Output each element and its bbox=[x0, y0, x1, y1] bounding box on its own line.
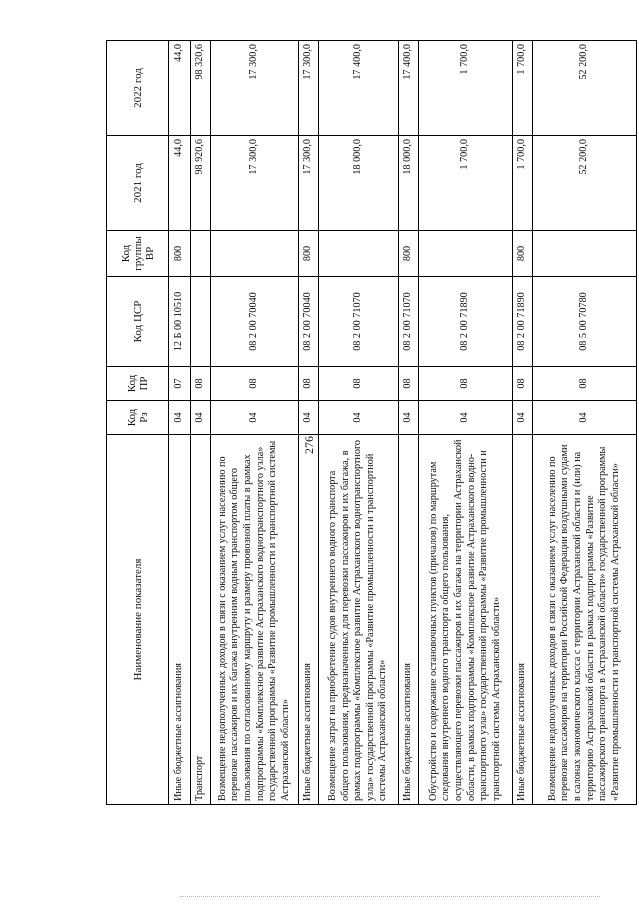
header-2021: 2021 год bbox=[107, 136, 169, 231]
cell-csr: 08 2 00 71890 bbox=[419, 277, 513, 367]
cell-rz: 04 bbox=[191, 401, 211, 435]
table-row bbox=[399, 41, 419, 805]
cell-name: Возмещение затрат на приобретение судов внутреннего водного транспорта общего пользования, предназначенных для перевозки пассажиров и их багажа, в рамках подпрограммы «Комплексное развитие Астраханского воднотранспортного узла» государственной программы «Развитие промышленности и транспортной системы Астраханской области» bbox=[319, 435, 399, 805]
cell-2022: 17 400,0 bbox=[319, 41, 399, 136]
cell-2021: 18 000,0 bbox=[399, 136, 419, 231]
cell-pr: 08 bbox=[191, 367, 211, 401]
table-row bbox=[169, 41, 191, 805]
cell-rz: 04 bbox=[211, 401, 299, 435]
cell-2022: 98 320,6 bbox=[191, 41, 211, 136]
cell-pr: 08 bbox=[513, 367, 533, 401]
rotated-table-container bbox=[106, 41, 621, 805]
scan-artifact-line bbox=[180, 896, 600, 898]
cell-2022: 17 300,0 bbox=[299, 41, 319, 136]
cell-vr bbox=[319, 231, 399, 277]
cell-name: Возмещение недополученных доходов в связи с оказанием услуг населению по перевозке пассажиров и их багажа внутренним водным транспортом общего пользования по согласованному маршруту и размеру провозной платы в рамках подпрограммы «Комплексное развитие Астраханского воднотранспортного узла» государственной программы «Развитие промышленности и транспортной системы Астраханской области» bbox=[211, 435, 299, 805]
cell-vr: 800 bbox=[399, 231, 419, 277]
cell-rz: 04 bbox=[533, 401, 637, 435]
cell-2021: 1 700,0 bbox=[513, 136, 533, 231]
cell-name: Иные бюджетные ассигнования bbox=[399, 435, 419, 805]
cell-csr: 08 5 00 70780 bbox=[533, 277, 637, 367]
cell-vr: 800 bbox=[513, 231, 533, 277]
table-row bbox=[419, 41, 513, 805]
cell-csr: 08 2 00 70040 bbox=[211, 277, 299, 367]
cell-pr: 08 bbox=[533, 367, 637, 401]
cell-2022: 1 700,0 bbox=[419, 41, 513, 136]
cell-name: Иные бюджетные ассигнования bbox=[299, 435, 319, 805]
cell-csr: 08 2 00 71070 bbox=[319, 277, 399, 367]
cell-vr: 800 bbox=[299, 231, 319, 277]
cell-csr: 08 2 00 71070 bbox=[399, 277, 419, 367]
cell-pr: 08 bbox=[211, 367, 299, 401]
cell-2022: 44,0 bbox=[169, 41, 191, 136]
cell-name: Иные бюджетные ассигнования bbox=[169, 435, 191, 805]
cell-2022: 17 300,0 bbox=[211, 41, 299, 136]
cell-pr: 07 bbox=[169, 367, 191, 401]
cell-csr bbox=[191, 277, 211, 367]
table-row bbox=[513, 41, 533, 805]
cell-csr: 08 2 00 71890 bbox=[513, 277, 533, 367]
cell-2021: 44,0 bbox=[169, 136, 191, 231]
header-2022: 2022 год bbox=[107, 41, 169, 136]
cell-pr: 08 bbox=[319, 367, 399, 401]
header-pr: Код ПР bbox=[107, 367, 169, 401]
cell-2022: 17 400,0 bbox=[399, 41, 419, 136]
cell-pr: 08 bbox=[399, 367, 419, 401]
cell-name: Транспорт bbox=[191, 435, 211, 805]
cell-2021: 18 000,0 bbox=[319, 136, 399, 231]
cell-pr: 08 bbox=[299, 367, 319, 401]
cell-rz: 04 bbox=[513, 401, 533, 435]
table-row bbox=[299, 41, 319, 805]
cell-vr bbox=[191, 231, 211, 277]
cell-vr bbox=[211, 231, 299, 277]
cell-2022: 52 200,0 bbox=[533, 41, 637, 136]
header-name: Наименование показателя bbox=[107, 435, 169, 805]
table-row bbox=[533, 41, 637, 805]
cell-pr: 08 bbox=[419, 367, 513, 401]
table-header-row bbox=[107, 41, 169, 805]
cell-rz: 04 bbox=[319, 401, 399, 435]
cell-rz: 04 bbox=[169, 401, 191, 435]
cell-rz: 04 bbox=[299, 401, 319, 435]
table-row bbox=[319, 41, 399, 805]
budget-table bbox=[106, 40, 637, 805]
cell-2021: 1 700,0 bbox=[419, 136, 513, 231]
table-row bbox=[211, 41, 299, 805]
cell-2021: 52 200,0 bbox=[533, 136, 637, 231]
cell-2021: 98 920,6 bbox=[191, 136, 211, 231]
cell-name: Возмещение недополученных доходов в связи с оказанием услуг населению по перевозке пассажиров на территории Российской Федерации воздушными судами в салонах экономического класса с территории Астраханской области и (или) на территорию Астраханской области в рамках подпрограммы «Развитие пассажирского транспорта в Астраханской области» государственной программы «Развитие промышленности и транспортной системы Астраханской области» bbox=[533, 435, 637, 805]
cell-vr: 800 bbox=[169, 231, 191, 277]
cell-csr: 08 2 00 70040 bbox=[299, 277, 319, 367]
cell-csr: 12 Б 00 10510 bbox=[169, 277, 191, 367]
cell-2021: 17 300,0 bbox=[299, 136, 319, 231]
table-row bbox=[191, 41, 211, 805]
cell-name: Обустройство и содержание остановочных пунктов (причалов) по маршрутам следования внутреннего водного транспорта общего пользования, осуществляющего перевозки пассажиров и их багажа на территории Астраханской области, в рамках подпрограммы «Комплексное развитие Астраханского воднотранспортного узла» государственной программы «Развитие промышленности и транспортной системы Астраханской области» bbox=[419, 435, 513, 805]
cell-vr bbox=[419, 231, 513, 277]
header-rz: Код Рз bbox=[107, 401, 169, 435]
cell-vr bbox=[533, 231, 637, 277]
cell-2022: 1 700,0 bbox=[513, 41, 533, 136]
header-vr: Код группы ВР bbox=[107, 231, 169, 277]
page-number: 276 bbox=[302, 436, 316, 454]
cell-rz: 04 bbox=[419, 401, 513, 435]
cell-name: Иные бюджетные ассигнования bbox=[513, 435, 533, 805]
cell-2021: 17 300,0 bbox=[211, 136, 299, 231]
header-csr: Код ЦСР bbox=[107, 277, 169, 367]
cell-rz: 04 bbox=[399, 401, 419, 435]
